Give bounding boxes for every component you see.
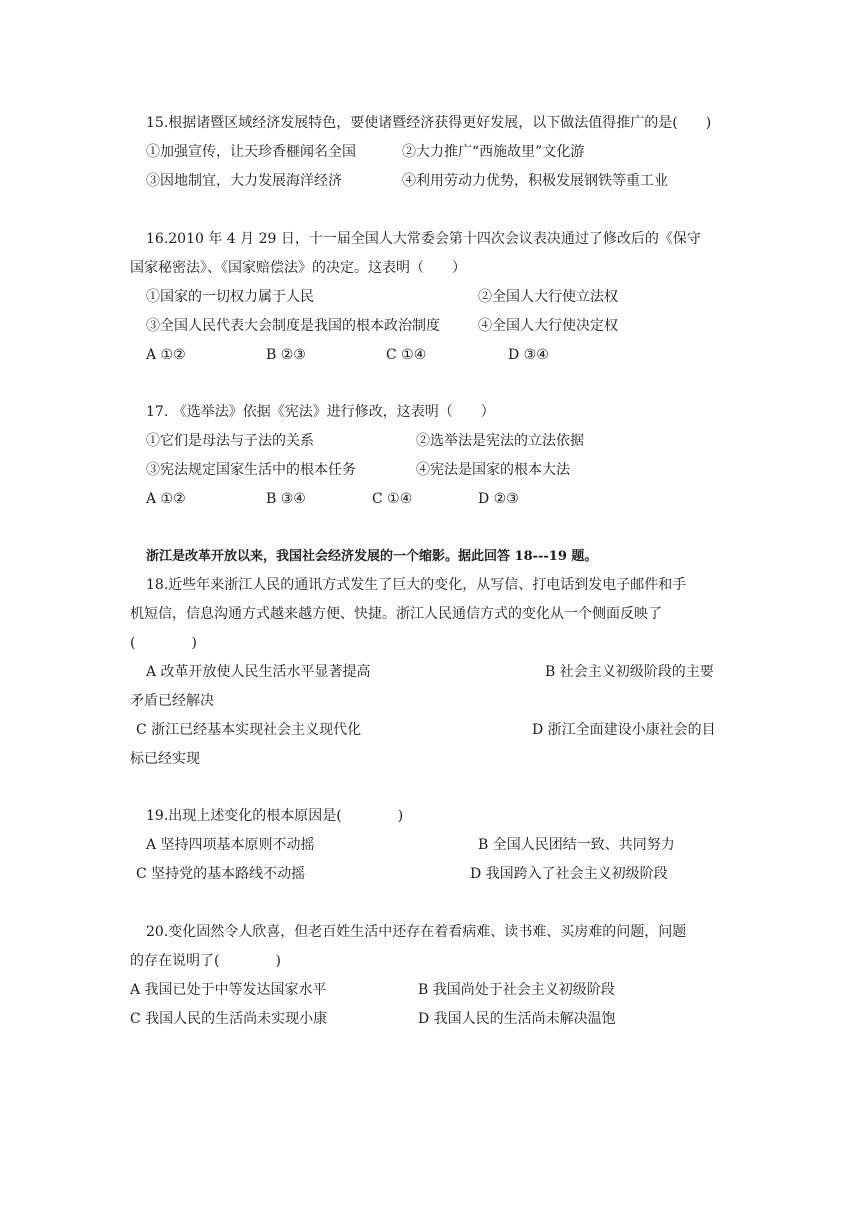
q20-stem-line2: 的存在说明了( ) — [130, 953, 281, 969]
q18-answer-d-line2: 标已经实现 — [130, 751, 200, 767]
q19-answer-c: C 坚持党的基本路线不动摇 — [136, 866, 306, 882]
q20-answer-a: A 我国已处于中等发达国家水平 — [130, 982, 327, 998]
q17-option-4: ④宪法是国家的根本大法 — [416, 462, 570, 478]
section-intro: 浙江是改革开放以来，我国社会经济发展的一个缩影。据此回答 18---19 题。 — [146, 549, 598, 564]
q18-answer-b-line2: 矛盾已经解决 — [130, 693, 214, 709]
q17-answer-c: C ①④ — [372, 491, 413, 507]
q15-stem: 15.根据诸暨区域经济发展特色，要使诸暨经济获得更好发展，以下做法值得推广的是( ) — [146, 115, 712, 131]
q16-answer-a: A ①② — [146, 347, 186, 363]
q15-option-1: ①加强宣传，让天珍香榧闻名全国 — [146, 144, 356, 160]
q17-answer-d: D ②③ — [478, 491, 519, 507]
q19-answer-a: A 坚持四项基本原则不动摇 — [146, 837, 315, 853]
q17-stem: 17. 《选举法》依据《宪法》进行修改，这表明（ ） — [146, 404, 495, 420]
q16-option-2: ②全国人大行使立法权 — [478, 289, 618, 305]
q15-option-4: ④利用劳动力优势，积极发展钢铁等重工业 — [402, 173, 668, 189]
q18-answer-d-line1: D 浙江全面建设小康社会的目 — [532, 722, 716, 738]
q17-answer-a: A ①② — [146, 491, 186, 507]
q20-answer-d: D 我国人民的生活尚未解决温饱 — [418, 1011, 616, 1027]
q16-stem-line2: 国家秘密法》、《国家赔偿法》的决定。这表明（ ） — [130, 260, 466, 276]
q19-answer-b: B 全国人民团结一致、共同努力 — [478, 837, 675, 853]
q18-answer-b-line1: B 社会主义初级阶段的主要 — [545, 664, 714, 680]
q18-stem-line3: ( ) — [130, 635, 197, 651]
q17-option-2: ②选举法是宪法的立法依据 — [416, 433, 584, 449]
q20-answer-c: C 我国人民的生活尚未实现小康 — [130, 1011, 328, 1027]
q16-answer-b: B ②③ — [266, 347, 306, 363]
q15-option-3: ③因地制宜，大力发展海洋经济 — [146, 173, 342, 189]
q20-stem-line1: 20.变化固然令人欣喜，但老百姓生活中还存在着看病难、读书难、买房难的问题，问题 — [146, 924, 687, 940]
q17-answer-b: B ③④ — [266, 491, 306, 507]
q16-answer-c: C ①④ — [386, 347, 427, 363]
q16-option-3: ③全国人民代表大会制度是我国的根本政治制度 — [146, 318, 440, 334]
q18-stem-line1: 18.近些年来浙江人民的通讯方式发生了巨大的变化，从写信、打电话到发电子邮件和手 — [146, 577, 687, 593]
q18-answer-a: A 改革开放使人民生活水平显著提高 — [146, 664, 371, 680]
q16-option-1: ①国家的一切权力属于人民 — [146, 289, 314, 305]
q15-option-2: ②大力推广“西施故里”文化游 — [402, 144, 585, 160]
q16-option-4: ④全国人大行使决定权 — [478, 318, 618, 334]
q19-answer-d: D 我国跨入了社会主义初级阶段 — [470, 866, 668, 882]
q17-option-3: ③宪法规定国家生活中的根本任务 — [146, 462, 356, 478]
q18-stem-line2: 机短信，信息沟通方式越来越方便、快捷。浙江人民通信方式的变化从一个侧面反映了 — [130, 606, 662, 622]
q16-stem-line1: 16.2010 年 4 月 29 日，十一届全国人大常委会第十四次会议表决通过了修改后的《保守 — [146, 231, 701, 247]
q16-answer-d: D ③④ — [508, 347, 549, 363]
q17-option-1: ①它们是母法与子法的关系 — [146, 433, 314, 449]
q20-answer-b: B 我国尚处于社会主义初级阶段 — [418, 982, 615, 998]
q18-answer-c: C 浙江已经基本实现社会主义现代化 — [136, 722, 362, 738]
q19-stem: 19.出现上述变化的根本原因是( ) — [146, 808, 404, 824]
